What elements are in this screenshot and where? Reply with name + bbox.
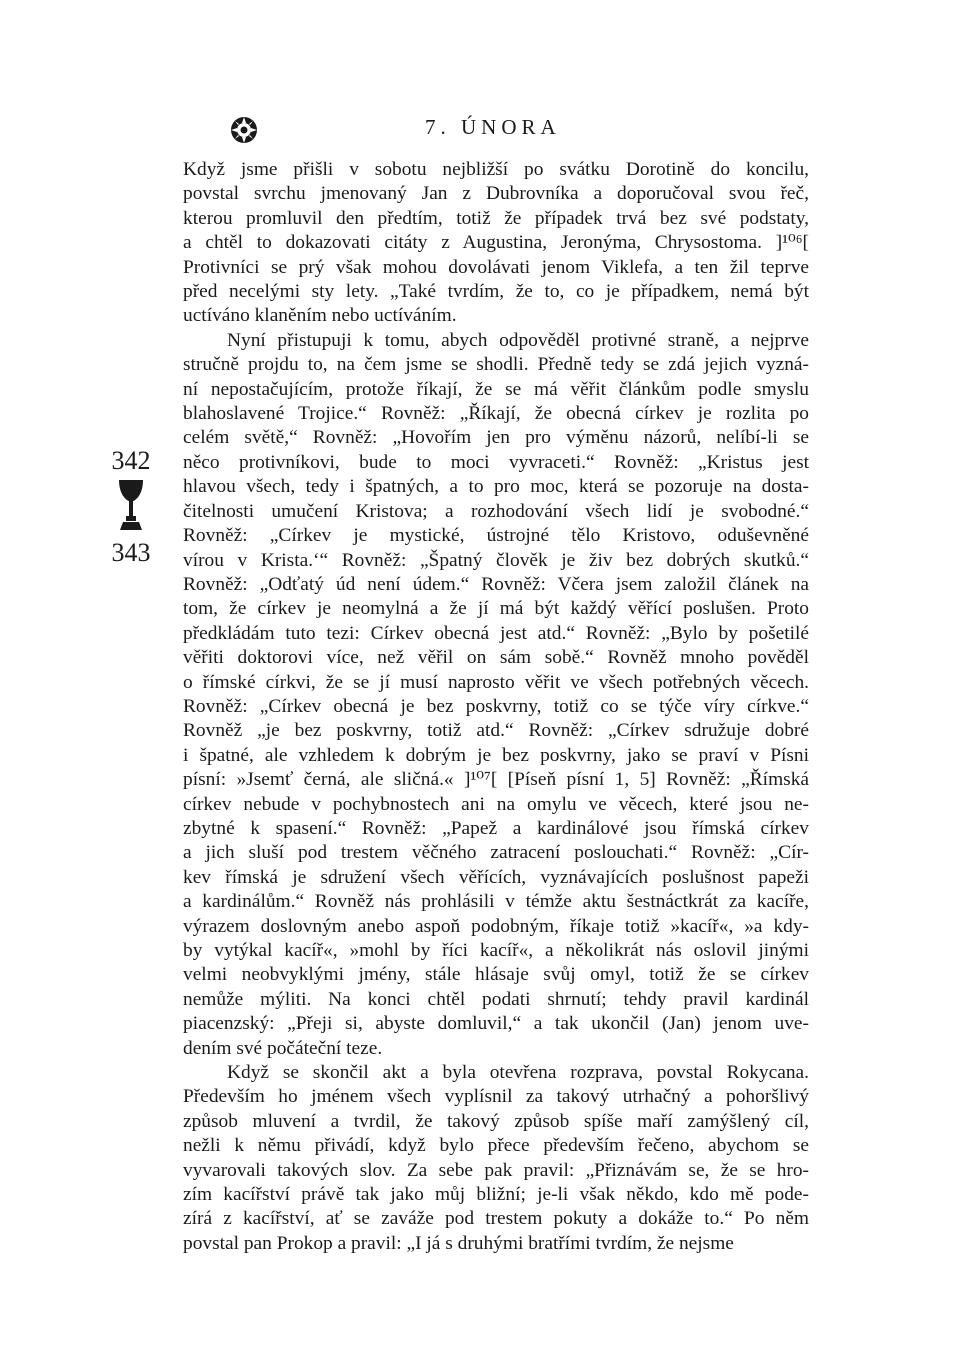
text-line: uctíváno klaněním nebo uctíváním. (183, 305, 457, 327)
text-line: Když se skončil akt a byla otevřena rozprava, povstal Rokycana. (227, 1062, 809, 1084)
chalice-icon (116, 478, 146, 536)
text-line: Rovněž: „Církev obecná je bez poskvrny, totiž co se týče víry církve.“ (183, 695, 809, 717)
text-line: hlavou všech, tedy i špatných, a to pro moc, která se pozoruje na dosta- (183, 476, 809, 498)
text-line: Rovněž: „Odťatý úd není údem.“ Rovněž: Včera jsem založil článek na (183, 573, 809, 595)
margin-page-ref-top: 342 (111, 446, 151, 475)
text-line: Nyní přistupuji k tomu, abych odpověděl protivné straně, a nejprve (227, 329, 809, 351)
text-line: Když jsme přišli v sobotu nejbližší po svátku Dorotině do koncilu, (183, 159, 809, 180)
text-line: by vytýkal kacíř«, »mohl by říci kacíř«, a několikrát nás oslovil jinými (183, 940, 809, 961)
text-line: zírá z kacířství, ať se zaváže pod trestem pokuty a dokáže to.“ Po něm (183, 1208, 809, 1230)
text-line: vyvarovali takových slov. Za sebe pak pravil: „Přiznávám se, že se hro- (183, 1159, 809, 1181)
text-line: nežli k němu přivádí, když bylo přece především řečeno, abychom se (183, 1135, 809, 1157)
text-line: velmi neobvyklými jmény, stále hlásaje svůj omyl, totiž že se církev (183, 964, 809, 986)
running-head: 7. ÚNORA (425, 115, 561, 139)
text-line: povstal svrchu jmenovaný Jan z Dubrovníka a doporučoval svou řeč, (183, 183, 809, 205)
text-line: a kardinálům.“ Rovněž nás prohlásili v témže aktu šestnáctkrát za kacíře, (183, 891, 809, 913)
text-line: před necelými sty lety. „Také tvrdím, že to, co je případkem, nemá být (183, 281, 809, 303)
text-line: nemůže mýliti. Na konci chtěl podati shrnutí; tehdy pravil kardinál (183, 988, 809, 1010)
text-line: blahoslavené Trojice.“ Rovněž: „Říkají, že obecná církev je rozlita po (183, 403, 809, 425)
text-line: zím kacířství právě tak jako můj bližní; je-li však někdo, kdo mě pode- (183, 1184, 809, 1206)
text-line: ní nepostačujícím, protože říkají, že se má věřit článkům podle smyslu (183, 378, 809, 400)
text-line: a chtěl to dokazovati citáty z Augustina, Jeronýma, Chrysostoma. ]¹⁰⁶[ (183, 232, 809, 254)
text-line: vírou v Krista.‘“ Rovněž: „Špatný člověk je živ bez dobrých skutků.“ (183, 549, 809, 571)
text-line: způsob mluvení a tvrdil, že takový způsob spíše maří zamýšlený cíl, (183, 1110, 809, 1132)
text-line: i špatné, ale vzhledem k dobrým je bez poskvrny, jako se praví v Písni (183, 744, 809, 766)
text-line: kev římská je sdružení všech věřících, vyznávajících poslušnost papeži (183, 866, 809, 888)
text-line: čitelnosti umučení Kristova; a rozhodování všech lidí je svobodné.“ (183, 500, 809, 522)
paragraph (183, 1061, 809, 1256)
text-line: stručně projdu to, na čem jsme se shodli. Předně tedy se zdá jejich vyzná- (183, 354, 809, 376)
text-line: Rovněž „je bez poskvrny, totiž atd.“ Rovněž: „Církev sdružuje dobré (183, 720, 809, 742)
body-text (183, 158, 809, 1256)
text-line: a jich sluší pod trestem věčného zatracení poslouchati.“ Rovněž: „Cír- (183, 842, 809, 864)
text-line: o římské církvi, že se jí musí naprosto věřit ve všech potřebných věcech. (183, 671, 809, 693)
text-line: piacenzský: „Přeji si, abyste domluvil,“ a tak ukončil (Jan) jenom uve- (183, 1013, 809, 1035)
text-line: kterou promluvil den předtím, totiž že případek trvá bez své podstaty, (183, 207, 809, 229)
text-line: něco protivníkovi, bude to moci vyvraceti.“ Rovněž: „Kristus jest (183, 451, 809, 473)
text-line: písní: »Jsemť černá, ale sličná.« ]¹⁰⁷[ [Píseň písní 1, 5] Rovněž: „Římská (183, 769, 809, 791)
text-line: věřiti doktorovi více, než věřil on sám sobě.“ Rovněž mnoho pověděl (183, 647, 809, 669)
text-line: celém světě,“ Rovněž: „Hovořím jen pro výměnu názorů, nelíbí-li se (183, 427, 809, 449)
text-line: Především ho jménem všech vyplísnil za takový utrhačný a pohoršlivý (183, 1086, 809, 1108)
rosette-ornament-icon (229, 115, 259, 145)
text-line: církev nebude v pochybnostech ani na omylu ve věcech, které jsou ne- (183, 793, 809, 815)
text-line: výrazem doslovným anebo aspoň podobným, říkaje totiž »kacíř«, »a kdy- (183, 915, 809, 937)
text-line: povstal pan Prokop a pravil: „I já s druhými bratřími tvrdím, že nejsme (183, 1232, 734, 1254)
margin-page-ref-bottom: 343 (111, 538, 151, 567)
paragraph (183, 158, 809, 329)
text-line: dením své počáteční teze. (183, 1037, 383, 1059)
text-line: zbytné k spasení.“ Rovněž: „Papež a kardinálové jsou římská církev (183, 817, 809, 839)
text-line: předkládám tuto tezi: Církev obecná jest atd.“ Rovněž: „Bylo by pošetilé (183, 622, 809, 644)
text-line: tom, že církev je neomylná a že jí má být každý věřící poslušen. Proto (183, 598, 809, 620)
text-line: Rovněž: „Církev je mystické, ústrojné tělo Kristovo, oduševněné (183, 525, 809, 547)
paragraph (183, 329, 809, 1061)
text-line: Protivníci se prý však mohou dovolávati jenom Viklefa, a ten žil teprve (183, 256, 809, 278)
